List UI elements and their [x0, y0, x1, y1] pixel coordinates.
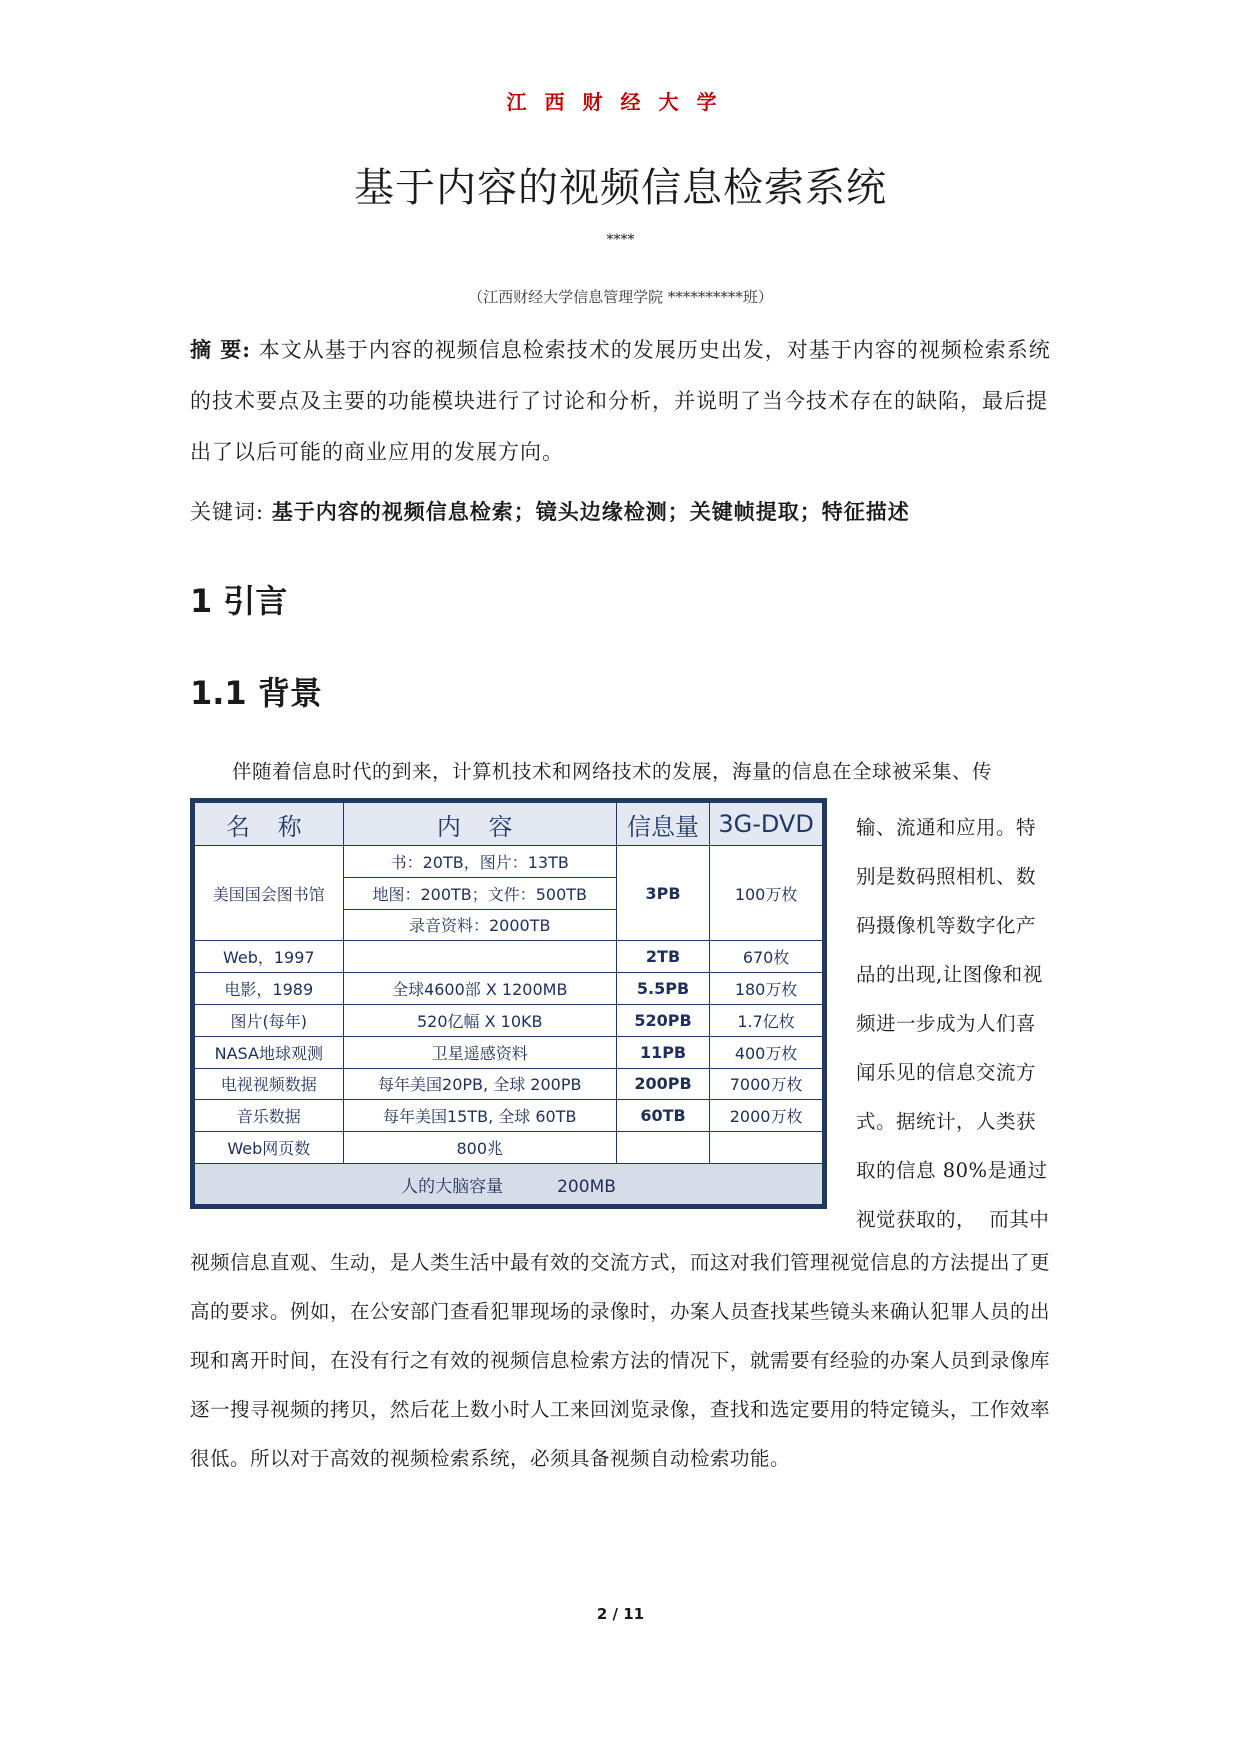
table-cell: 520PB	[616, 1004, 709, 1036]
table-cell: 200PB	[616, 1068, 709, 1100]
table-cell: NASA地球观测	[195, 1036, 344, 1068]
table-row	[195, 1036, 823, 1068]
table-cell: 全球4600部 X 1200MB	[343, 973, 616, 1005]
table-row	[195, 846, 823, 878]
table-cell: 60TB	[616, 1100, 709, 1132]
table-header-cell: 内 容	[343, 803, 616, 846]
abstract	[190, 324, 1060, 478]
wrapped-side-text	[856, 803, 1066, 1244]
text-line: 闻乐见的信息交流方	[856, 1061, 1037, 1084]
text-line: 取的信息 80%是通过	[856, 1159, 1048, 1182]
paper-title: 基于内容的视频信息检索系统	[354, 165, 887, 211]
keywords	[190, 486, 1060, 538]
table-cell: 2000万枚	[710, 1100, 823, 1132]
table-cell: Web网页数	[195, 1132, 344, 1164]
text-line: 视觉获取的， 而其中	[856, 1208, 1050, 1231]
table-row	[195, 973, 823, 1005]
table-row	[195, 941, 823, 973]
text-line: 码摄像机等数字化产	[856, 914, 1037, 937]
table-cell: 书：20TB，图片：13TB	[343, 846, 616, 878]
table-cell: 400万枚	[710, 1036, 823, 1068]
table-row	[195, 1132, 823, 1164]
body-first-line: 伴随着信息时代的到来，计算机技术和网络技术的发展，海量的信息在全球被采集、传	[232, 760, 993, 783]
table-cell: 电视视频数据	[195, 1068, 344, 1100]
table-header-cell: 名 称	[195, 803, 344, 846]
table-cell: 音乐数据	[195, 1100, 344, 1132]
table-cell: 1.7亿枚	[710, 1004, 823, 1036]
body-paragraph: 视频信息直观、生动，是人类生活中最有效的交流方式，而这对我们管理视觉信息的方法提出了更高的要求。例如，在公安部门查看犯罪现场的录像时，办案人员查找某些镜头来确认犯罪人员的出现和离开时间，在没有行之有效的视频信息检索方法的情况下，就需要有经验的办案人员到录像库逐一搜寻视频的拷贝，然后花上数小时人工来回浏览录像，查找和选定要用的特定镜头，工作效率很低。所以对于高效的视频检索系统，必须具备视频自动检索功能。	[190, 1251, 1051, 1470]
table-header-cell: 信息量	[616, 803, 709, 846]
keywords-text: 基于内容的视频信息检索；镜头边缘检测；关键帧提取；特征描述	[271, 499, 910, 524]
author: ****	[606, 232, 635, 248]
table-cell: 520亿幅 X 10KB	[343, 1004, 616, 1036]
table-cell: Web，1997	[195, 941, 344, 973]
table-cell: 电影，1989	[195, 973, 344, 1005]
abstract-label: 摘 要:	[190, 337, 252, 362]
table-cell	[343, 941, 616, 973]
table-footer-row	[195, 1164, 823, 1205]
text-line: 品的出现,让图像和视	[856, 963, 1043, 986]
table-cell	[710, 1132, 823, 1164]
table-cell: 180万枚	[710, 973, 823, 1005]
text-line: 输、流通和应用。特	[856, 816, 1037, 839]
table-cell: 每年美国20PB, 全球 200PB	[343, 1068, 616, 1100]
table-cell: 美国国会图书馆	[195, 846, 344, 941]
affiliation: （江西财经大学信息管理学院 **********班）	[468, 288, 773, 306]
table-cell: 地图：200TB；文件：500TB	[343, 877, 616, 909]
keywords-label: 关键词:	[190, 500, 265, 524]
table-cell: 800兆	[343, 1132, 616, 1164]
table-cell: 7000万枚	[710, 1068, 823, 1100]
table-row	[195, 1004, 823, 1036]
table-cell: 670枚	[710, 941, 823, 973]
page-number: 2 / 11	[596, 1605, 645, 1623]
table-cell: 图片(每年)	[195, 1004, 344, 1036]
text-line: 频进一步成为人们喜	[856, 1012, 1037, 1035]
table-header-cell: 3G-DVD	[710, 803, 823, 846]
abstract-text: 本文从基于内容的视频信息检索技术的发展历史出发，对基于内容的视频检索系统的技术要点及主要的功能模块进行了讨论和分析，并说明了当今技术存在的缺陷，最后提出了以后可能的商业应用的发展方向。	[190, 338, 1051, 464]
table-row	[195, 1100, 823, 1132]
table-cell: 5.5PB	[616, 973, 709, 1005]
table-header-row	[195, 803, 823, 846]
table-cell: 11PB	[616, 1036, 709, 1068]
table-cell: 100万枚	[710, 846, 823, 941]
table-cell: 每年美国15TB, 全球 60TB	[343, 1100, 616, 1132]
table-cell: 录音资料：2000TB	[343, 909, 616, 941]
data-scale-table	[190, 798, 827, 1209]
table-cell	[616, 1132, 709, 1164]
table-footer-cell: 人的大脑容量 200MB	[195, 1164, 823, 1205]
school-header: 江西财经大学	[506, 90, 735, 114]
text-line: 别是数码照相机、数	[856, 865, 1037, 888]
table-row	[195, 1068, 823, 1100]
table-cell: 卫星遥感资料	[343, 1036, 616, 1068]
table-cell: 2TB	[616, 941, 709, 973]
table-cell: 3PB	[616, 846, 709, 941]
section-heading-1-1: 1.1 背景	[190, 674, 322, 712]
section-heading-1: 1 引言	[190, 582, 288, 620]
text-line: 式。据统计，人类获	[856, 1110, 1037, 1133]
